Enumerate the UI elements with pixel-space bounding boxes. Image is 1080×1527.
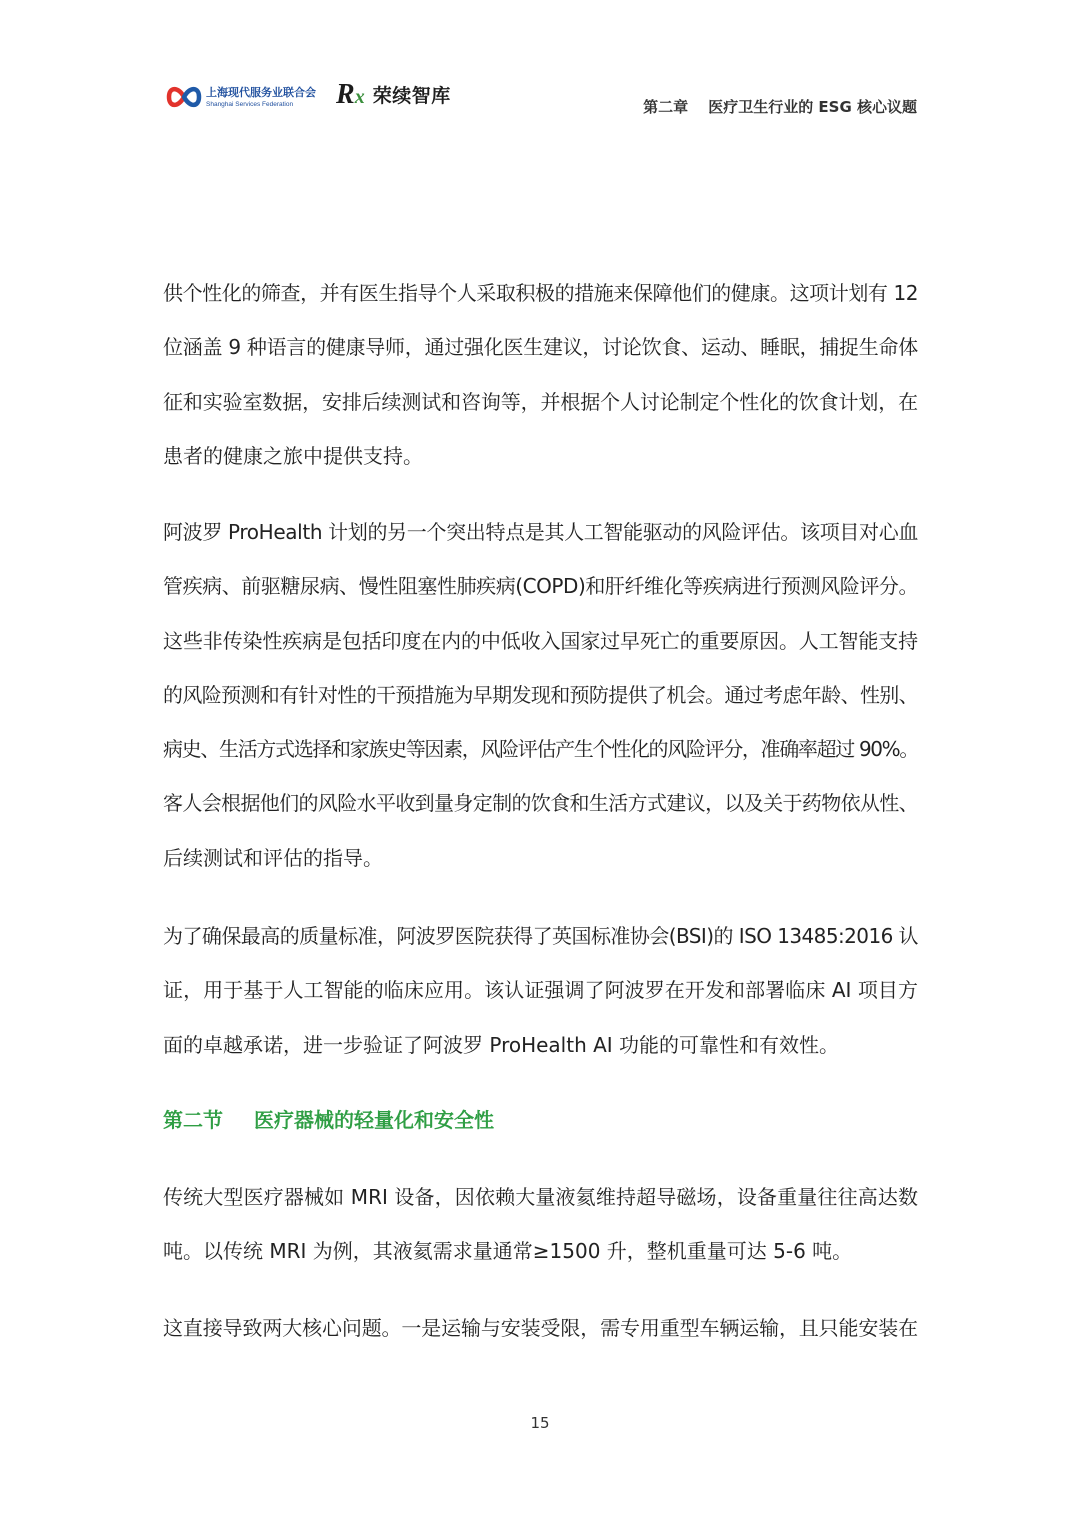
body-paragraph	[163, 1170, 918, 1279]
running-header	[643, 97, 917, 117]
body-paragraph	[163, 909, 918, 1072]
think-tank-name: 荣续智库	[372, 85, 451, 107]
body-text-line: 传统大型医疗器械如 MRI 设备，因依赖大量液氦维持超导磁场，设备重量往往高达数	[163, 1185, 918, 1209]
body-text-line: 证，用于基于人工智能的临床应用。该认证强调了阿波罗在开发和部署临床 AI 项目方	[163, 978, 918, 1003]
rx-logo-mark: Rx	[336, 79, 365, 110]
body-paragraph	[163, 266, 918, 483]
section-heading	[163, 1093, 494, 1147]
body-paragraph	[163, 1301, 918, 1355]
body-text-line: 这直接导致两大核心问题。一是运输与安装受限，需专用重型车辆运输，且只能安装在	[163, 1316, 918, 1340]
page-number: 15	[530, 1414, 550, 1432]
chapter-number: 第二章	[643, 98, 689, 116]
federation-logo	[166, 83, 316, 111]
body-text-line: 病史、生活方式选择和家族史等因素，风险评估产生个性化的风险评分，准确率超过 90%。	[163, 737, 918, 762]
body-text-line: 供个性化的筛查，并有医生指导个人采取积极的措施来保障他们的健康。这项计划有 12	[163, 281, 918, 305]
body-text-line: 患者的健康之旅中提供支持。	[163, 443, 423, 468]
body-text-line: 这些非传染性疾病是包括印度在内的中低收入国家过早死亡的重要原因。人工智能支持	[163, 628, 918, 653]
body-text-line: 的风险预测和有针对性的干预措施为早期发现和预防提供了机会。通过考虑年龄、性别、	[163, 682, 918, 707]
chapter-title: 医疗卫生行业的 ESG 核心议题	[708, 98, 917, 116]
section-title: 医疗器械的轻量化和安全性	[254, 1108, 494, 1132]
body-text-line: 面的卓越承诺，进一步验证了阿波罗 ProHealth AI 功能的可靠性和有效性。	[163, 1032, 840, 1057]
section-number: 第二节	[163, 1108, 223, 1132]
federation-name-en: Shanghai Services Federation	[206, 100, 294, 108]
think-tank-logo	[336, 80, 451, 112]
body-text-line: 征和实验室数据，安排后续测试和咨询等，并根据个人讨论制定个性化的饮食计划，在	[163, 389, 918, 414]
body-text-line: 位涵盖 9 种语言的健康导师，通过强化医生建议，讨论饮食、运动、睡眠，捕捉生命体	[163, 335, 918, 360]
federation-name-cn: 上海现代服务业联合会	[206, 85, 316, 99]
body-text-line: 阿波罗 ProHealth 计划的另一个突出特点是其人工智能驱动的风险评估。该项目对心血	[163, 520, 918, 544]
body-paragraph	[163, 505, 918, 885]
body-text-line: 后续测试和评估的指导。	[163, 845, 383, 870]
federation-knot-logo-icon	[166, 83, 202, 111]
body-text-line: 客人会根据他们的风险水平收到量身定制的饮食和生活方式建议，以及关于药物依从性、	[163, 791, 918, 816]
body-text-line: 管疾病、前驱糖尿病、慢性阻塞性肺疾病(COPD)和肝纤维化等疾病进行预测风险评分。	[163, 574, 918, 599]
body-text-line: 为了确保最高的质量标准，阿波罗医院获得了英国标准协会(BSI)的 ISO 13485:2016 认	[163, 924, 918, 948]
body-text-line: 吨。以传统 MRI 为例，其液氦需求量通常≥1500 升，整机重量可达 5-6 吨。	[163, 1239, 853, 1264]
federation-logo-text	[206, 86, 316, 109]
